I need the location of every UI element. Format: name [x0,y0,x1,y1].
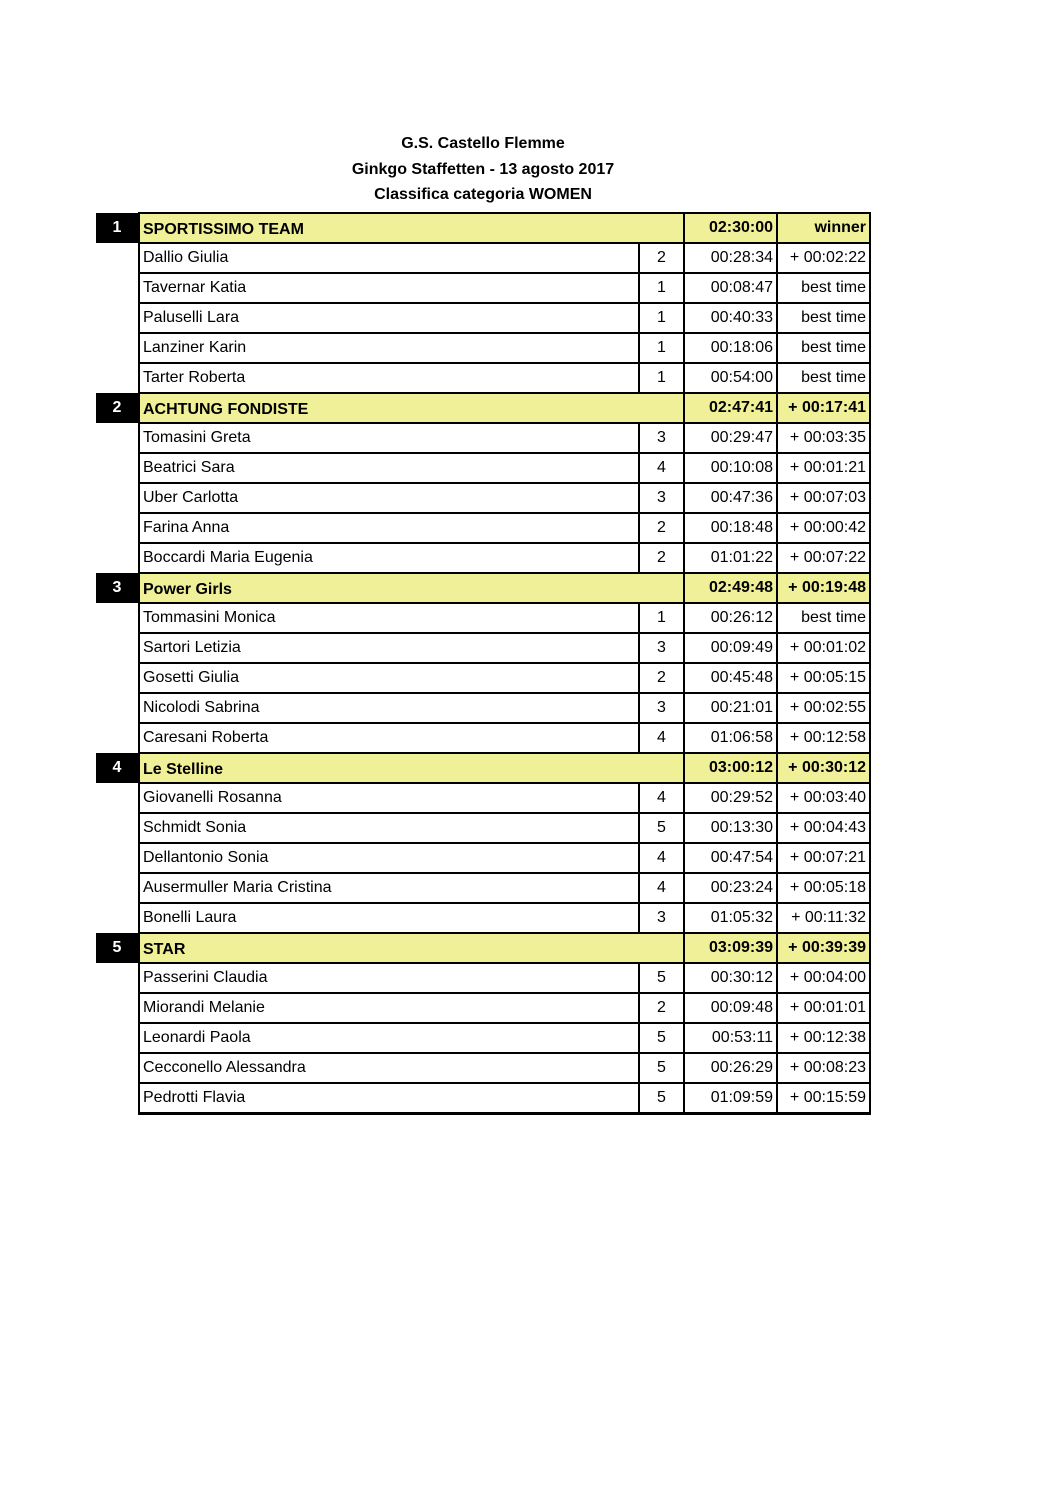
athlete-gap: best time [777,273,870,303]
team-row [96,393,870,423]
athlete-gap: + 00:12:38 [777,1023,870,1053]
team-gap: winner [777,213,870,243]
member-row [96,633,870,663]
member-row [96,273,870,303]
athlete-name: Sartori Letizia [139,633,639,663]
rank-spacer [96,1083,139,1113]
member-row [96,993,870,1023]
athlete-time: 00:28:34 [684,243,777,273]
athlete-name: Beatrici Sara [139,453,639,483]
athlete-gap: + 00:03:35 [777,423,870,453]
athlete-gap: + 00:07:03 [777,483,870,513]
rank-spacer [96,813,139,843]
club-name: G.S. Castello Flemme [401,135,565,152]
team-row [96,753,870,783]
team-name: Le Stelline [139,753,684,783]
athlete-name: Miorandi Melanie [139,993,639,1023]
athlete-name: Tarter Roberta [139,363,639,393]
athlete-name: Schmidt Sonia [139,813,639,843]
results-table [96,212,871,1115]
member-row [96,363,870,393]
team-total-time: 02:47:41 [684,393,777,423]
team-gap: + 00:19:48 [777,573,870,603]
rank-spacer [96,303,139,333]
athlete-leg-rank: 3 [639,693,684,723]
athlete-name: Ausermuller Maria Cristina [139,873,639,903]
athlete-leg-rank: 3 [639,633,684,663]
athlete-name: Paluselli Lara [139,303,639,333]
rank-spacer [96,1053,139,1083]
member-row [96,813,870,843]
member-row [96,303,870,333]
rank-spacer [96,963,139,993]
athlete-name: Dellantonio Sonia [139,843,639,873]
results-body [96,213,870,1113]
athlete-time: 00:08:47 [684,273,777,303]
athlete-time: 01:09:59 [684,1083,777,1113]
athlete-time: 00:18:48 [684,513,777,543]
rank-spacer [96,483,139,513]
team-total-time: 03:09:39 [684,933,777,963]
athlete-gap: best time [777,363,870,393]
team-rank: 5 [96,933,139,963]
team-gap: + 00:30:12 [777,753,870,783]
member-row [96,663,870,693]
category-title: Classifica categoria WOMEN [374,186,592,203]
athlete-name: Lanziner Karin [139,333,639,363]
athlete-leg-rank: 4 [639,783,684,813]
athlete-gap: + 00:00:42 [777,513,870,543]
athlete-time: 00:10:08 [684,453,777,483]
athlete-leg-rank: 3 [639,903,684,933]
team-gap: + 00:17:41 [777,393,870,423]
athlete-name: Tomasini Greta [139,423,639,453]
athlete-time: 00:18:06 [684,333,777,363]
rank-spacer [96,693,139,723]
athlete-time: 00:40:33 [684,303,777,333]
athlete-leg-rank: 2 [639,513,684,543]
athlete-gap: + 00:07:21 [777,843,870,873]
athlete-gap: + 00:04:43 [777,813,870,843]
team-total-time: 02:49:48 [684,573,777,603]
athlete-gap: + 00:03:40 [777,783,870,813]
member-row [96,783,870,813]
athlete-name: Farina Anna [139,513,639,543]
rank-spacer [96,903,139,933]
athlete-leg-rank: 1 [639,603,684,633]
athlete-time: 00:53:11 [684,1023,777,1053]
rank-spacer [96,993,139,1023]
event-title: Ginkgo Staffetten - 13 agosto 2017 [351,160,615,178]
athlete-gap: best time [777,333,870,363]
athlete-gap: + 00:05:15 [777,663,870,693]
athlete-name: Passerini Claudia [139,963,639,993]
athlete-gap: + 00:01:01 [777,993,870,1023]
member-row [96,1083,870,1113]
athlete-name: Cecconello Alessandra [139,1053,639,1083]
team-rank: 2 [96,393,139,423]
athlete-leg-rank: 4 [639,873,684,903]
rank-spacer [96,633,139,663]
athlete-time: 00:47:54 [684,843,777,873]
athlete-leg-rank: 5 [639,1023,684,1053]
athlete-leg-rank: 4 [639,453,684,483]
athlete-gap: + 00:07:22 [777,543,870,573]
athlete-time: 00:45:48 [684,663,777,693]
athlete-time: 01:06:58 [684,723,777,753]
athlete-name: Bonelli Laura [139,903,639,933]
athlete-leg-rank: 5 [639,1083,684,1113]
athlete-leg-rank: 3 [639,423,684,453]
athlete-gap: best time [777,303,870,333]
athlete-leg-rank: 5 [639,813,684,843]
member-row [96,693,870,723]
member-row [96,483,870,513]
athlete-leg-rank: 4 [639,843,684,873]
athlete-leg-rank: 2 [639,243,684,273]
rank-spacer [96,333,139,363]
athlete-time: 00:09:49 [684,633,777,663]
athlete-time: 00:54:00 [684,363,777,393]
rank-spacer [96,783,139,813]
athlete-time: 00:23:24 [684,873,777,903]
document-header [0,131,966,208]
athlete-gap: best time [777,603,870,633]
rank-spacer [96,1023,139,1053]
team-gap: + 00:39:39 [777,933,870,963]
rank-spacer [96,603,139,633]
member-row [96,453,870,483]
athlete-time: 00:47:36 [684,483,777,513]
team-total-time: 02:30:00 [684,213,777,243]
athlete-leg-rank: 4 [639,723,684,753]
member-row [96,963,870,993]
athlete-time: 00:21:01 [684,693,777,723]
athlete-leg-rank: 2 [639,543,684,573]
athlete-gap: + 00:15:59 [777,1083,870,1113]
athlete-name: Boccardi Maria Eugenia [139,543,639,573]
rank-spacer [96,453,139,483]
rank-spacer [96,843,139,873]
athlete-time: 00:30:12 [684,963,777,993]
athlete-time: 00:29:52 [684,783,777,813]
athlete-leg-rank: 2 [639,993,684,1023]
athlete-time: 00:29:47 [684,423,777,453]
athlete-name: Caresani Roberta [139,723,639,753]
athlete-time: 01:05:32 [684,903,777,933]
team-rank: 1 [96,213,139,243]
athlete-gap: + 00:08:23 [777,1053,870,1083]
team-row [96,213,870,243]
member-row [96,243,870,273]
athlete-name: Tommasini Monica [139,603,639,633]
team-row [96,933,870,963]
member-row [96,1053,870,1083]
team-rank: 4 [96,753,139,783]
athlete-name: Leonardi Paola [139,1023,639,1053]
team-total-time: 03:00:12 [684,753,777,783]
athlete-gap: + 00:01:02 [777,633,870,663]
member-row [96,1023,870,1053]
athlete-leg-rank: 5 [639,963,684,993]
rank-spacer [96,663,139,693]
member-row [96,873,870,903]
athlete-time: 00:26:12 [684,603,777,633]
athlete-time: 01:01:22 [684,543,777,573]
athlete-time: 00:26:29 [684,1053,777,1083]
athlete-name: Gosetti Giulia [139,663,639,693]
member-row [96,903,870,933]
member-row [96,423,870,453]
member-row [96,543,870,573]
member-row [96,513,870,543]
athlete-gap: + 00:04:00 [777,963,870,993]
team-rank: 3 [96,573,139,603]
rank-spacer [96,513,139,543]
rank-spacer [96,363,139,393]
member-row [96,333,870,363]
athlete-leg-rank: 3 [639,483,684,513]
member-row [96,603,870,633]
athlete-name: Dallio Giulia [139,243,639,273]
athlete-gap: + 00:05:18 [777,873,870,903]
rank-spacer [96,423,139,453]
rank-spacer [96,723,139,753]
athlete-name: Nicolodi Sabrina [139,693,639,723]
team-row [96,573,870,603]
member-row [96,843,870,873]
athlete-leg-rank: 2 [639,663,684,693]
member-row [96,723,870,753]
rank-spacer [96,273,139,303]
athlete-leg-rank: 5 [639,1053,684,1083]
athlete-time: 00:13:30 [684,813,777,843]
athlete-leg-rank: 1 [639,333,684,363]
athlete-gap: + 00:12:58 [777,723,870,753]
rank-spacer [96,243,139,273]
athlete-name: Pedrotti Flavia [139,1083,639,1113]
team-name: STAR [139,933,684,963]
athlete-gap: + 00:02:55 [777,693,870,723]
athlete-leg-rank: 1 [639,363,684,393]
rank-spacer [96,543,139,573]
team-name: ACHTUNG FONDISTE [139,393,684,423]
team-name: SPORTISSIMO TEAM [139,213,684,243]
athlete-name: Uber Carlotta [139,483,639,513]
athlete-name: Tavernar Katia [139,273,639,303]
athlete-name: Giovanelli Rosanna [139,783,639,813]
athlete-gap: + 00:11:32 [777,903,870,933]
athlete-gap: + 00:01:21 [777,453,870,483]
team-name: Power Girls [139,573,684,603]
rank-spacer [96,873,139,903]
athlete-gap: + 00:02:22 [777,243,870,273]
athlete-leg-rank: 1 [639,303,684,333]
athlete-leg-rank: 1 [639,273,684,303]
athlete-time: 00:09:48 [684,993,777,1023]
